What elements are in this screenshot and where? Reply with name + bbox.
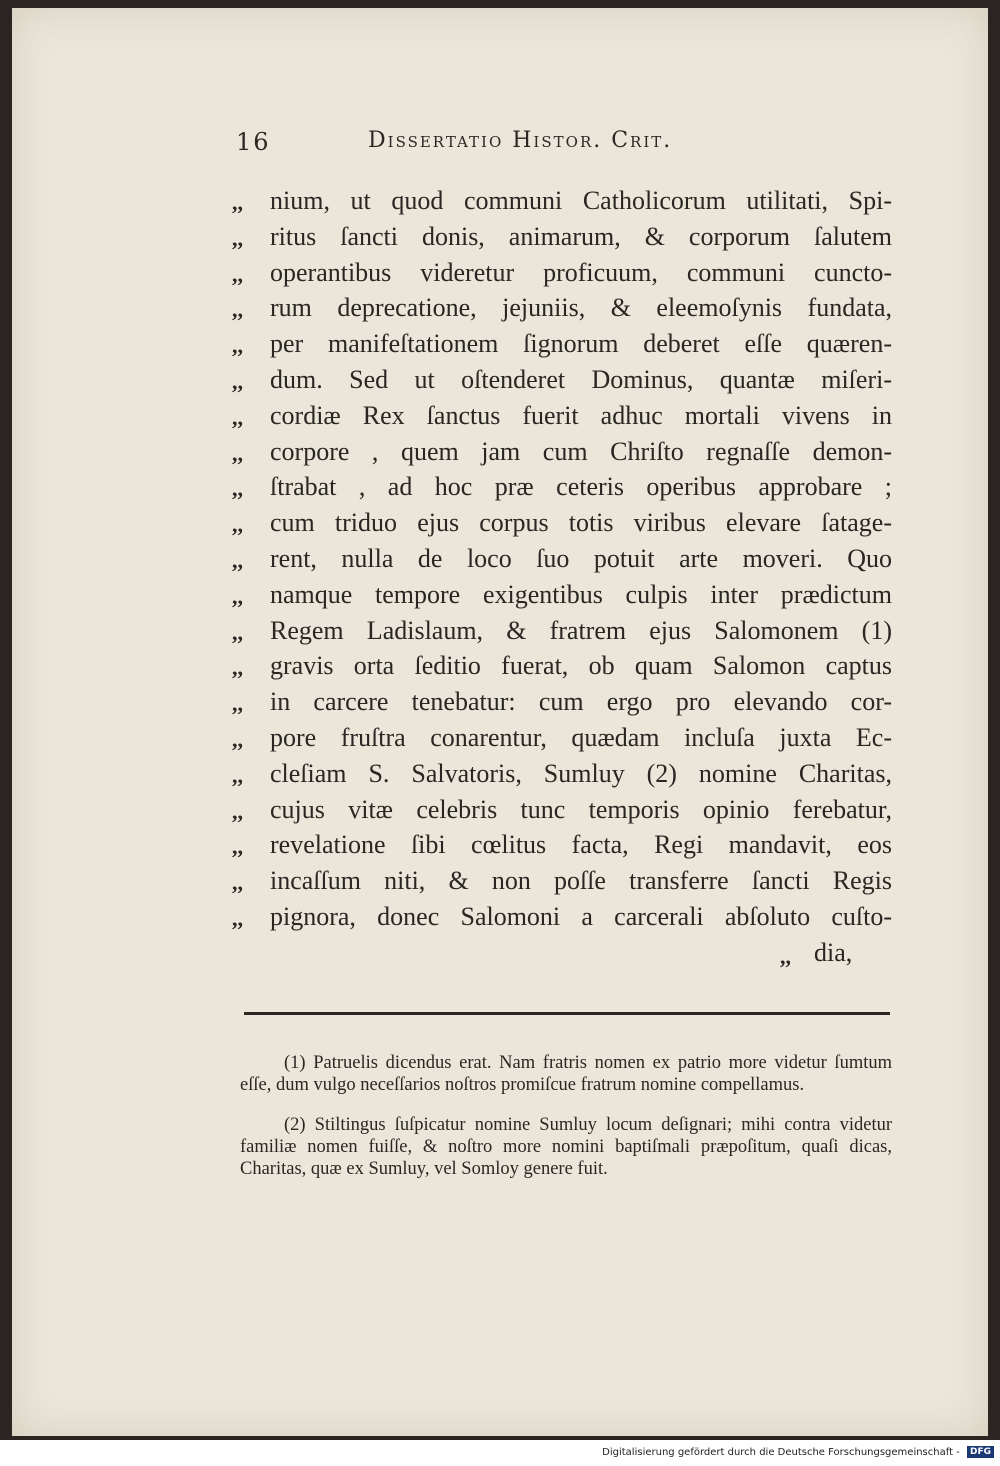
text-line: [232, 613, 892, 649]
line-text: corpore , quem jam cum Chriſto regnaſſe demon-: [270, 436, 892, 466]
quote-mark: ,,: [232, 619, 243, 645]
line-text: nium, ut quod communi Catholicorum utilitati, Spi-: [270, 186, 892, 215]
line-text: cum triduo ejus corpus totis viribus elevare ſatage-: [270, 508, 892, 538]
line-text: incaſſum niti, & non poſſe transferre ſancti Regis: [270, 866, 892, 896]
catchword: dia,: [814, 937, 853, 967]
quote-mark: ,,: [232, 547, 243, 573]
footnote-divider: [244, 1012, 890, 1015]
line-text: revelatione ſibi cœlitus facta, Regi mandavit, eos: [270, 830, 892, 860]
text-line: [232, 434, 892, 470]
text-line: [232, 756, 892, 792]
quote-mark: ,,: [232, 762, 243, 788]
quote-mark: ,,: [232, 726, 243, 752]
line-text: rum deprecatione, jejuniis, & eleemoſynis fundata,: [270, 293, 892, 323]
dfg-logo: DFG: [967, 1446, 994, 1458]
quote-mark: ,,: [232, 583, 243, 609]
text-line: [232, 505, 892, 541]
line-text: Regem Ladislaum, & fratrem ejus Salomonem (1): [270, 615, 892, 645]
text-line: [232, 720, 892, 756]
line-text: gravis orta ſeditio fuerat, ob quam Salomon captus: [270, 651, 892, 681]
quote-mark: ,,: [232, 190, 243, 215]
text-line: [232, 290, 892, 326]
text-line: [232, 183, 892, 219]
quote-mark: ,,: [232, 655, 243, 681]
footnotes: [240, 1052, 892, 1198]
line-text: cordiæ Rex ſanctus fuerit adhuc mortali vivens in: [270, 400, 892, 430]
quote-mark: ,,: [232, 834, 243, 860]
text-line: [232, 362, 892, 398]
text-line: [232, 577, 892, 613]
quote-mark: ,,: [232, 404, 243, 430]
page-header: [236, 128, 756, 164]
quote-mark: ,,: [232, 333, 243, 359]
line-text: rent, nulla de loco ſuo potuit arte moveri. Quo: [270, 543, 892, 573]
text-line: [232, 255, 892, 291]
line-text: cujus vitæ celebris tunc temporis opinio ferebatur,: [270, 794, 892, 824]
text-line: [232, 648, 892, 684]
line-text: per manifeſtationem ſignorum deberet eſſe quæren-: [270, 329, 892, 359]
digitization-credit: [0, 1446, 994, 1458]
quote-mark: ,,: [232, 440, 243, 466]
text-line: [232, 792, 892, 828]
body-text: [232, 183, 892, 971]
quote-mark: ,,: [780, 943, 791, 969]
catchword-row: [232, 935, 892, 971]
line-text: namque tempore exigentibus culpis inter prædictum: [270, 579, 892, 609]
text-line: [232, 684, 892, 720]
line-text: operantibus videretur proficuum, communi cuncto-: [270, 257, 892, 287]
text-line: [232, 827, 892, 863]
line-text: cleſiam S. Salvatoris, Sumluy (2) nomine Charitas,: [270, 758, 892, 788]
quote-mark: ,,: [232, 691, 243, 717]
quote-mark: ,,: [232, 905, 243, 931]
footnote-2: (2) Stiltingus ſuſpicatur nomine Sumluy locum deſignari; mihi contra videtur familiæ nomen fuiſſe, & noſtro more nomini baptiſmali præpoſitum, quaſi dicas, Charitas, quæ ex Sumluy, vel Somloy genere fuit.: [240, 1115, 892, 1179]
quote-mark: ,,: [232, 261, 243, 287]
line-text: ſtrabat , ad hoc præ ceteris operibus approbare ;: [270, 472, 892, 502]
running-head: Dissertatio Histor. Crit.: [368, 128, 673, 153]
quote-mark: ,,: [232, 798, 243, 824]
quote-mark: ,,: [232, 368, 243, 394]
quote-mark: ,,: [232, 225, 243, 251]
quote-mark: ,,: [232, 512, 243, 538]
quote-mark: ,,: [232, 870, 243, 896]
line-text: ritus ſancti donis, animarum, & corporum ſalutem: [270, 221, 892, 251]
line-text: in carcere tenebatur: cum ergo pro elevando cor-: [270, 687, 892, 717]
footnote-1: (1) Patruelis dicendus erat. Nam fratris nomen ex patrio more videtur ſumtum eſſe, dum vulgo neceſſarios noſtros promiſcue fratrum nomine compellamus.: [240, 1053, 892, 1095]
line-text: dum. Sed ut oſtenderet Dominus, quantæ miſeri-: [270, 364, 892, 394]
text-line: [232, 326, 892, 362]
text-line: [232, 541, 892, 577]
page-number: 16: [236, 128, 271, 156]
text-line: [232, 219, 892, 255]
text-line: [232, 469, 892, 505]
line-text: pore fruſtra conarentur, quædam incluſa juxta Ec-: [270, 722, 892, 752]
line-text: pignora, donec Salomoni a carcerali abſoluto cuſto-: [270, 901, 892, 931]
text-line: [232, 398, 892, 434]
text-line: [232, 863, 892, 899]
quote-mark: ,,: [232, 297, 243, 323]
quote-mark: ,,: [232, 476, 243, 502]
credit-text: Digitalisierung gefördert durch die Deutsche Forschungsgemeinschaft -: [602, 1447, 960, 1458]
text-line: [232, 899, 892, 935]
